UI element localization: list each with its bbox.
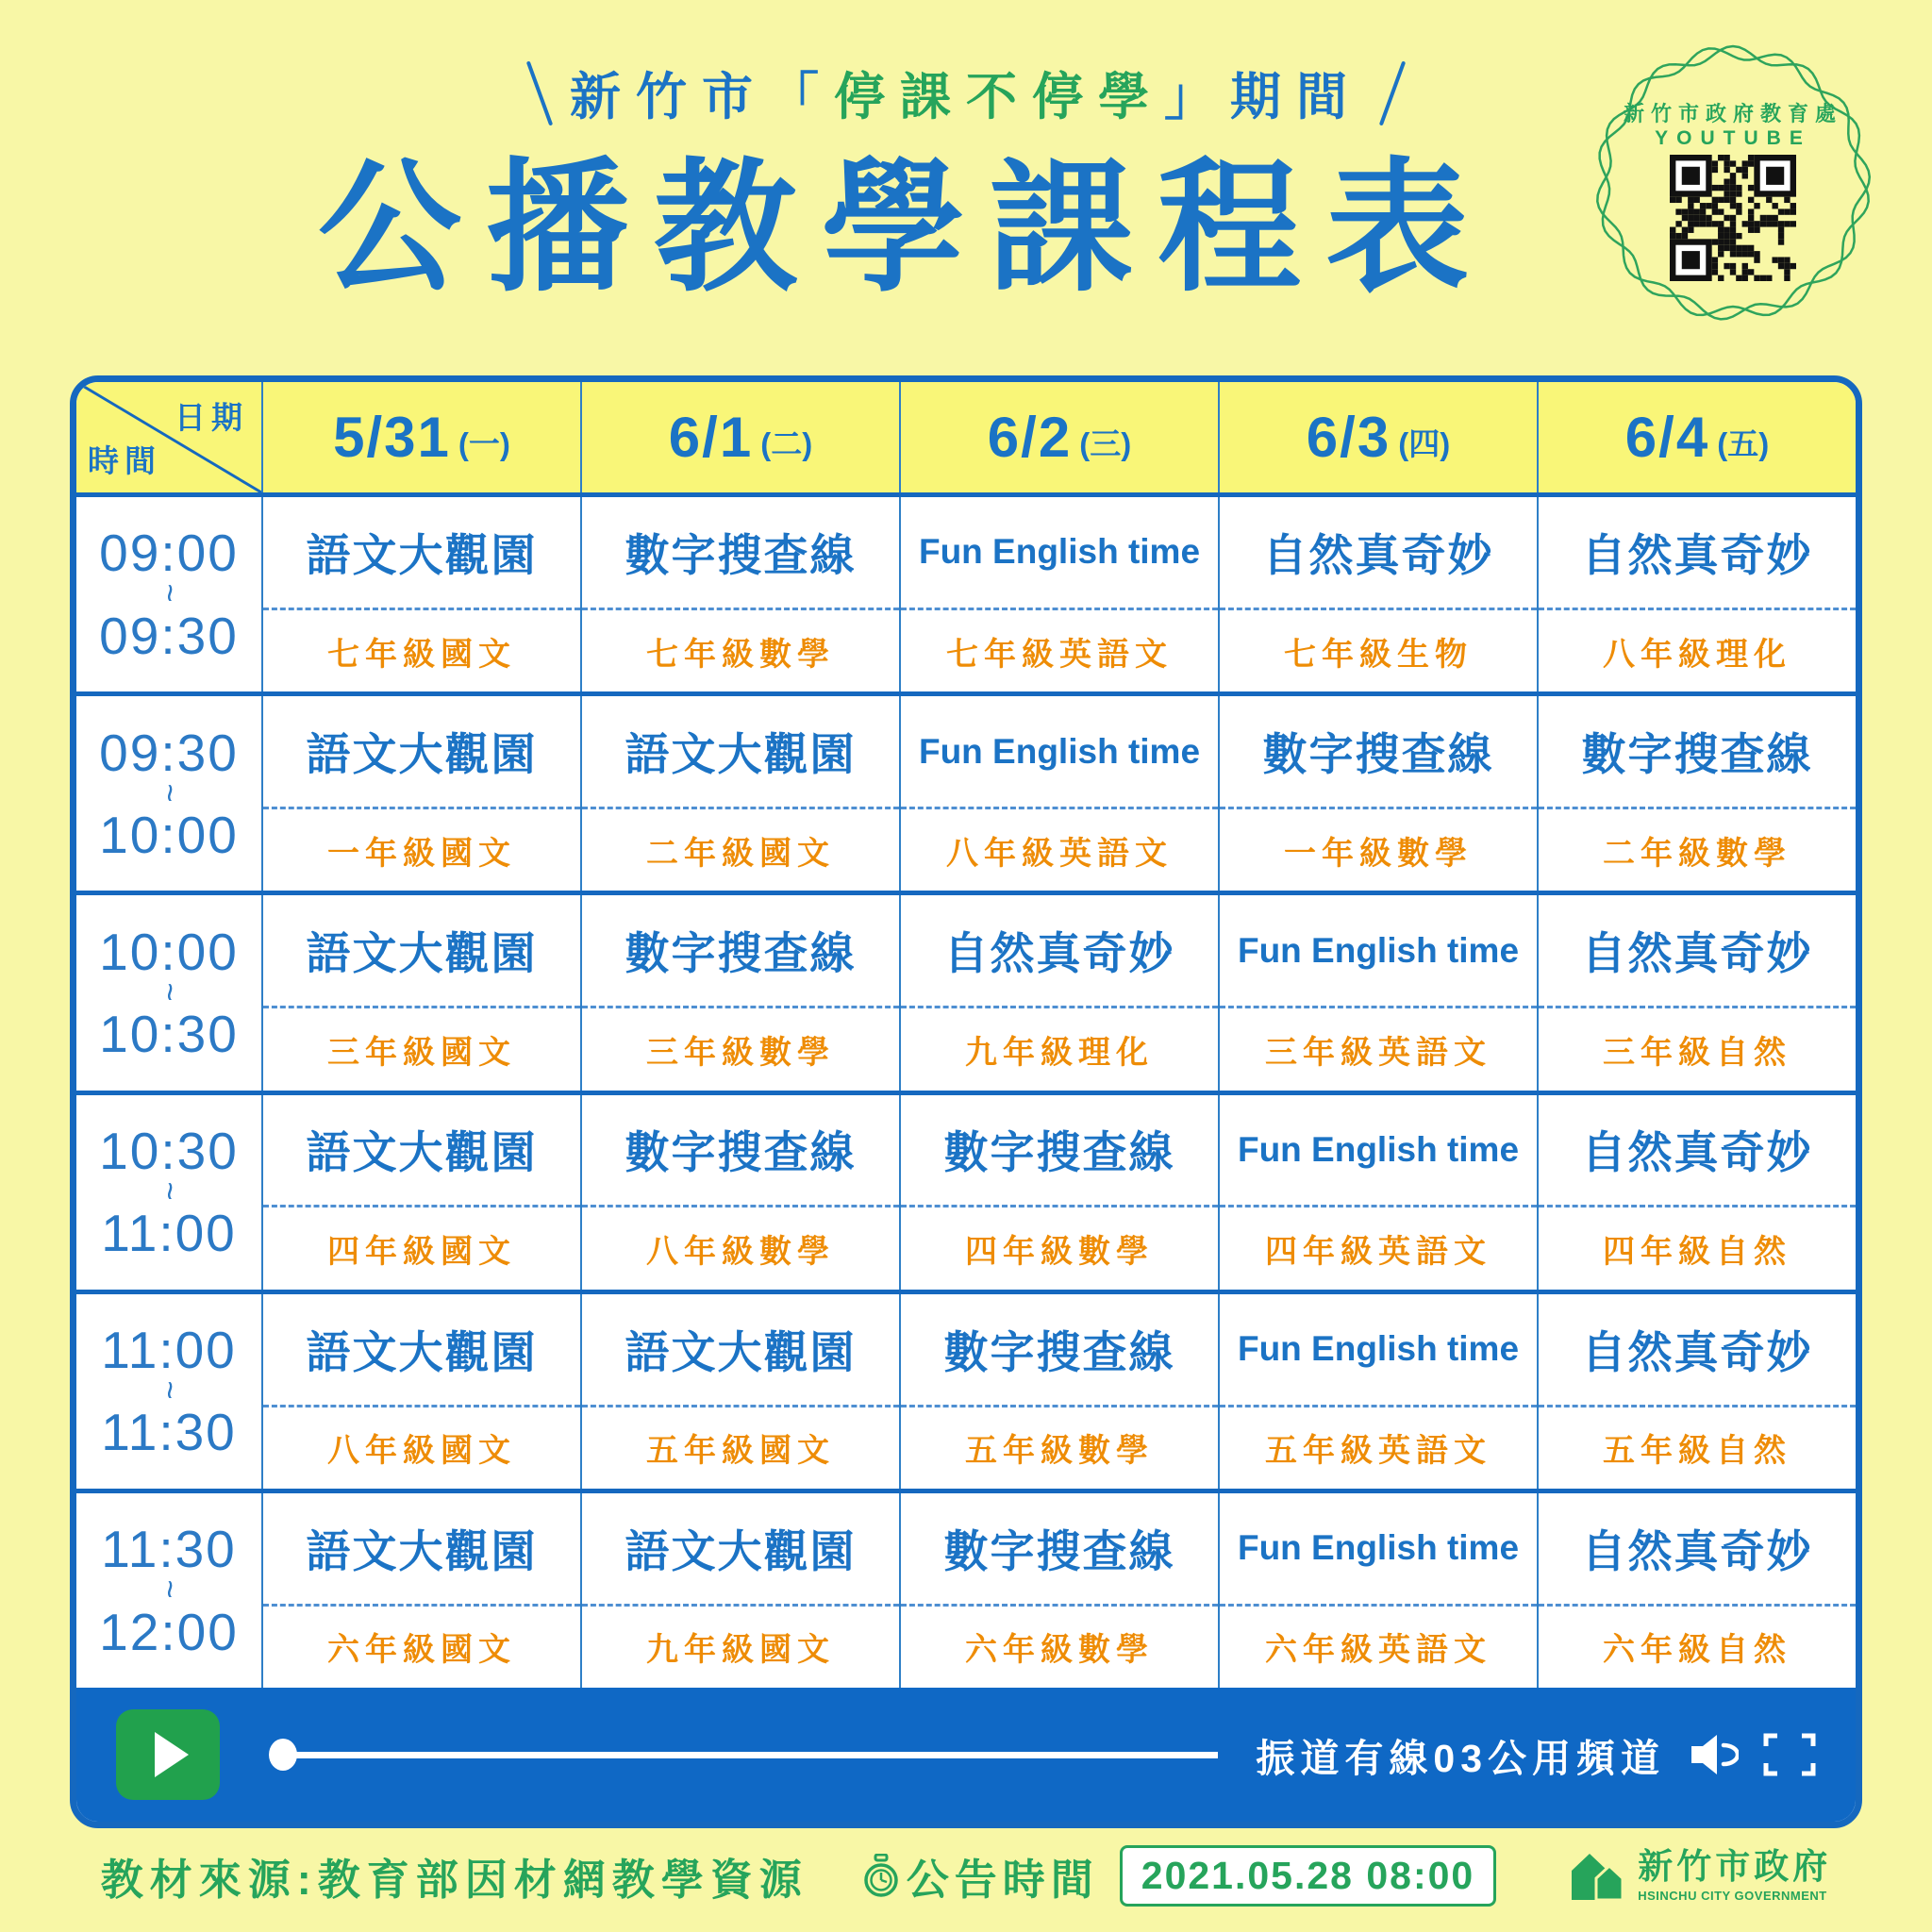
table-row	[76, 497, 1856, 696]
grade-subject: 八年級英語文	[946, 835, 1173, 872]
qr-code	[1670, 155, 1796, 281]
program-name: 自然真奇妙	[1539, 1095, 1856, 1208]
grade-subject: 六年級自然	[1603, 1632, 1791, 1669]
weekday-text: (一)	[458, 426, 510, 461]
time-end: 11:30	[101, 1403, 237, 1462]
schedule-cell	[899, 1294, 1218, 1489]
program-name: 自然真奇妙	[1539, 497, 1856, 610]
date-header-cell-5-31	[261, 382, 580, 492]
time-end: 10:00	[99, 805, 239, 864]
time-cell	[76, 696, 261, 891]
table-row	[76, 1493, 1856, 1688]
time-start: 11:30	[101, 1520, 237, 1579]
grade-subject: 五年級國文	[646, 1433, 835, 1470]
schedule-cell	[1218, 1095, 1537, 1290]
announce-time-group	[861, 1845, 1099, 1907]
corner-date-label: 日期	[175, 400, 248, 435]
corner-cell	[76, 382, 261, 492]
grade-subject: 五年級數學	[965, 1433, 1154, 1470]
time-start: 10:00	[99, 922, 239, 981]
date-text: 6/2	[987, 406, 1073, 469]
schedule-cell	[1218, 1493, 1537, 1688]
schedule-cell	[1537, 1095, 1856, 1290]
time-end: 12:00	[99, 1602, 239, 1661]
grade-subject: 六年級英語文	[1265, 1632, 1491, 1669]
program-name: 數字搜查線	[582, 895, 899, 1008]
schedule-cell	[580, 696, 899, 891]
play-button[interactable]	[116, 1709, 220, 1800]
grade-subject: 二年級數學	[1603, 835, 1791, 872]
time-start: 10:30	[99, 1121, 239, 1180]
grade-subject: 七年級英語文	[946, 636, 1173, 673]
grade-subject: 六年級國文	[327, 1632, 516, 1669]
material-source-text: 教材來源:教育部因材網教學資源	[100, 1856, 808, 1904]
weekday-text: (四)	[1398, 426, 1451, 461]
schedule-cell	[261, 696, 580, 891]
time-start: 11:00	[101, 1321, 237, 1380]
grade-subject: 三年級數學	[646, 1034, 835, 1071]
tilde-separator: ~	[151, 584, 188, 606]
grade-subject: 一年級數學	[1284, 835, 1473, 872]
program-name: Fun English time	[1220, 1095, 1537, 1208]
program-name: 數字搜查線	[901, 1294, 1218, 1407]
date-header-cell-6-3	[1218, 382, 1537, 492]
weekday-text: (五)	[1717, 426, 1770, 461]
progress-track	[294, 1752, 1218, 1758]
program-name: 數字搜查線	[901, 1095, 1218, 1208]
time-cell	[76, 497, 261, 691]
table-row	[76, 696, 1856, 895]
announce-time-value: 2021.05.28 08:00	[1120, 1845, 1496, 1907]
grade-subject: 四年級數學	[965, 1234, 1154, 1271]
program-name: 語文大觀園	[263, 497, 580, 610]
grade-subject: 四年級英語文	[1265, 1234, 1491, 1271]
grade-subject: 三年級英語文	[1265, 1034, 1491, 1071]
grade-subject: 八年級理化	[1603, 636, 1791, 673]
house-logo-icon	[1570, 1851, 1628, 1902]
schedule-cell	[899, 895, 1218, 1090]
program-name: 語文大觀園	[263, 1095, 580, 1208]
corner-time-label: 時間	[88, 443, 161, 478]
date-text: 6/4	[1624, 406, 1710, 469]
schedule-cell	[1218, 895, 1537, 1090]
grade-subject: 五年級自然	[1603, 1433, 1791, 1470]
program-name: 數字搜查線	[582, 497, 899, 610]
program-name: 自然真奇妙	[1539, 1493, 1856, 1607]
tilde-separator: ~	[151, 1380, 188, 1402]
announce-time-label: 公告時間	[906, 1856, 1099, 1904]
program-name: 語文大觀園	[263, 1294, 580, 1407]
schedule-cell	[899, 696, 1218, 891]
schedule-cell	[580, 1294, 899, 1489]
tilde-separator: ~	[151, 982, 188, 1004]
grade-subject: 四年級自然	[1603, 1234, 1791, 1271]
grade-subject: 七年級數學	[646, 636, 835, 673]
program-name: 數字搜查線	[582, 1095, 899, 1208]
logo-title: 新竹市政府	[1638, 1847, 1832, 1886]
schedule-cell	[1537, 895, 1856, 1090]
page-title: 公播教學課程表	[318, 148, 1493, 308]
schedule-cell	[1537, 696, 1856, 891]
grade-subject: 四年級國文	[327, 1234, 516, 1271]
date-header-cell-6-4	[1537, 382, 1856, 492]
program-name: Fun English time	[901, 497, 1218, 610]
program-name: 數字搜查線	[1539, 696, 1856, 809]
time-end: 09:30	[99, 606, 239, 665]
channel-label: 振道有線03公用頻道	[1256, 1736, 1665, 1780]
qr-badge-subtitle: YOUTUBE	[1655, 127, 1811, 149]
time-start: 09:30	[99, 723, 239, 782]
program-name: Fun English time	[1220, 895, 1537, 1008]
time-start: 09:00	[99, 524, 239, 583]
grade-subject: 八年級數學	[646, 1234, 835, 1271]
schedule-cell	[1218, 1294, 1537, 1489]
schedule-cell	[261, 895, 580, 1090]
play-icon	[155, 1732, 189, 1777]
grade-subject: 六年級數學	[965, 1632, 1154, 1669]
program-name: 語文大觀園	[582, 1294, 899, 1407]
date-text: 5/31	[333, 406, 451, 469]
date-text: 6/1	[668, 406, 754, 469]
progress-bar[interactable]	[269, 1739, 1218, 1771]
program-name: 自然真奇妙	[1539, 895, 1856, 1008]
time-cell	[76, 1294, 261, 1489]
schedule-cell	[899, 1095, 1218, 1290]
program-name: Fun English time	[1220, 1294, 1537, 1407]
table-row	[76, 1294, 1856, 1493]
time-cell	[76, 1095, 261, 1290]
tilde-separator: ~	[151, 1580, 188, 1601]
date-text: 6/3	[1306, 406, 1391, 469]
schedule-cell	[261, 1493, 580, 1688]
program-name: 自然真奇妙	[1220, 497, 1537, 610]
time-cell	[76, 1493, 261, 1688]
schedule-header-row	[76, 382, 1856, 497]
time-cell	[76, 895, 261, 1090]
footer	[0, 1845, 1932, 1907]
progress-handle[interactable]	[269, 1739, 297, 1771]
program-name: Fun English time	[1220, 1493, 1537, 1607]
program-name: 語文大觀園	[263, 696, 580, 809]
program-name: 數字搜查線	[1220, 696, 1537, 809]
schedule-cell	[580, 497, 899, 691]
grade-subject: 一年級國文	[327, 835, 516, 872]
schedule-cell	[899, 1493, 1218, 1688]
schedule-cell	[580, 895, 899, 1090]
grade-subject: 三年級國文	[327, 1034, 516, 1071]
program-name: 自然真奇妙	[1539, 1294, 1856, 1407]
volume-icon[interactable]	[1690, 1734, 1739, 1775]
program-name: 數字搜查線	[901, 1493, 1218, 1607]
date-header-cell-6-1	[580, 382, 899, 492]
table-row	[76, 1095, 1856, 1294]
grade-subject: 三年級自然	[1603, 1034, 1791, 1071]
grade-subject: 二年級國文	[646, 835, 835, 872]
grade-subject: 九年級國文	[646, 1632, 835, 1669]
weekday-text: (三)	[1079, 426, 1132, 461]
program-name: 語文大觀園	[582, 696, 899, 809]
schedule-cell	[580, 1493, 899, 1688]
program-name: 語文大觀園	[263, 1493, 580, 1607]
schedule-cell	[1537, 1493, 1856, 1688]
schedule-cell	[1537, 497, 1856, 691]
schedule-cell	[261, 497, 580, 691]
stopwatch-icon	[861, 1854, 901, 1899]
program-name: Fun English time	[901, 696, 1218, 809]
schedule-cell	[261, 1095, 580, 1290]
schedule-cell	[1537, 1294, 1856, 1489]
grade-subject: 七年級國文	[327, 636, 516, 673]
tilde-separator: ~	[151, 783, 188, 805]
table-row	[76, 895, 1856, 1094]
grade-subject: 八年級國文	[327, 1433, 516, 1470]
qr-badge-title: 新竹市政府教育處	[1623, 102, 1842, 125]
time-end: 10:30	[99, 1005, 239, 1064]
grade-subject: 五年級英語文	[1265, 1433, 1491, 1470]
tagline-text: 新竹市「停課不停學」期間	[570, 69, 1362, 125]
schedule-cell	[580, 1095, 899, 1290]
grade-subject: 九年級理化	[965, 1034, 1154, 1071]
schedule-cell	[261, 1294, 580, 1489]
qr-badge	[1592, 40, 1874, 328]
program-name: 語文大觀園	[582, 1493, 899, 1607]
fullscreen-icon[interactable]	[1763, 1733, 1816, 1776]
city-government-logo	[1570, 1849, 1831, 1903]
date-header-cell-6-2	[899, 382, 1218, 492]
time-end: 11:00	[101, 1204, 237, 1263]
tilde-separator: ~	[151, 1181, 188, 1203]
schedule-card	[70, 375, 1862, 1828]
logo-subtitle: HSINCHU CITY GOVERNMENT	[1638, 1889, 1827, 1903]
program-name: 自然真奇妙	[901, 895, 1218, 1008]
video-player-bar	[76, 1688, 1856, 1822]
schedule-cell	[899, 497, 1218, 691]
schedule-body	[76, 497, 1856, 1688]
program-name: 語文大觀園	[263, 895, 580, 1008]
weekday-text: (二)	[760, 426, 813, 461]
grade-subject: 七年級生物	[1284, 636, 1473, 673]
schedule-cell	[1218, 696, 1537, 891]
schedule-cell	[1218, 497, 1537, 691]
